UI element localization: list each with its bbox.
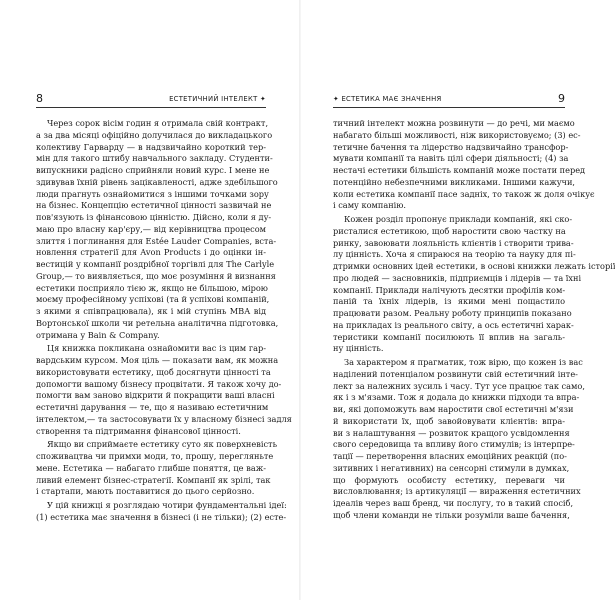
text-line: як і з м'язами. Тож я додала до книжки підходи та впра- bbox=[333, 392, 580, 403]
text-line: створення та підтримання фінансової цінності. bbox=[36, 425, 241, 436]
paragraph bbox=[36, 343, 292, 437]
text-line: отримана у Bain & Company. bbox=[36, 329, 160, 340]
right-page bbox=[300, 0, 615, 600]
text-line: свого середовища та впливу його стимулів; із інтерпре- bbox=[333, 439, 575, 450]
running-title: ЕСТЕТИЧНИЙ ІНТЕЛЕКТ ✦ bbox=[169, 95, 266, 103]
text-line: паній та їхніх лідерів, із якими мені пощастило bbox=[333, 296, 565, 307]
text-line: нестачі естетики більшість компаній може постати перед bbox=[333, 165, 586, 175]
text-line: люди прагнуть ознайомитися з іншими точками зору bbox=[36, 188, 269, 199]
text-line: мене. Естетика — набагато глибше поняття, це важ- bbox=[36, 462, 266, 473]
text-line: використовувати естетику, щоб досягнути цінності та bbox=[36, 366, 271, 377]
text-line: новлення стратегії для Avon Products і до оцінки ін- bbox=[36, 247, 266, 258]
text-line: Group,— то виявляється, що моє розуміння й визнання bbox=[36, 270, 276, 281]
text-line: лу цінність. Хоча я спираюся на теорію та науку для пі- bbox=[333, 249, 576, 260]
text-line: працювати разом. Реальну роботу принципів показано bbox=[333, 308, 572, 318]
text-line: тетичне бачення та лідерство надзвичайно трансфор- bbox=[333, 141, 569, 152]
text-line: допомогти вашому бізнесу процвітати. Я також хочу до- bbox=[36, 378, 282, 389]
text-line: колективу Гарварду — в надзвичайно короткий тер- bbox=[36, 141, 266, 152]
text-line: а за два місяці офіційно долучилася до викладацького bbox=[36, 129, 273, 140]
text-line: тичний інтелект можна розвинути — до речі, ми маємо bbox=[333, 118, 575, 128]
paragraph bbox=[36, 118, 279, 341]
text-line: ви, які допоможуть вам наростити свої естетичні м'язи bbox=[333, 404, 574, 414]
text-line: зитивних і негативних) на сенсорні стимули в думках, bbox=[333, 462, 570, 473]
paragraph bbox=[36, 439, 278, 498]
text-line: естетики посприяло тією ж, якщо не більшою, мірою bbox=[36, 282, 268, 293]
text-line: Якщо ви сприймаєте естетику суто як поверхневість bbox=[47, 439, 278, 450]
text-line: мувати компанії та навіть цілі сфери діяльності; (4) за bbox=[333, 153, 569, 164]
left-page bbox=[0, 0, 300, 600]
text-line: потенційно небезпечними викликами. Іншими кажучи, bbox=[333, 176, 576, 187]
right-page-header bbox=[333, 93, 565, 108]
text-line: вестицій у компанії роздрібної торгівлі для The Carlyle bbox=[36, 259, 275, 269]
text-line: Вортонської школи чи ретельна аналітична підготовка, bbox=[36, 317, 279, 328]
paragraph bbox=[36, 500, 287, 524]
text-line: ливий елемент бізнес-стратегії. Компанії як зрілі, так bbox=[36, 474, 271, 485]
text-line: ідеалів через ваш бренд, чи послугу, то в такий спосіб, bbox=[333, 498, 574, 508]
text-line: тації — перетворення власних емоційних реакцій (по- bbox=[333, 451, 567, 461]
text-line: компанії. Приклади налічують десятки профілів ком- bbox=[333, 284, 566, 295]
text-line: й використати їх, щоб завойовувати клієнтів: впра- bbox=[333, 415, 565, 426]
running-title: ✦ ЕСТЕТИКА МАЄ ЗНАЧЕННЯ bbox=[333, 95, 442, 103]
page-number: 9 bbox=[558, 92, 565, 105]
text-line: лект за належних зусиль і часу. Тут усе працює так само, bbox=[333, 380, 585, 391]
text-line: набагато більші можливості, ніж використовуємо; (3) ес- bbox=[333, 129, 581, 140]
text-line: щоб члени команди не тільки розуміли ваше бачення, bbox=[333, 509, 570, 520]
text-line: маю про власну кар'єру,— від керівництва процесом bbox=[36, 223, 266, 234]
paragraph bbox=[333, 357, 585, 522]
text-line: інтелектом,— та застосовувати їх у власному бізнесі задля bbox=[36, 413, 292, 424]
left-page-header bbox=[36, 93, 266, 108]
text-line: злиття і поглинання для Estée Lauder Companies, вста- bbox=[36, 235, 277, 246]
text-line: Через сорок вісім годин я отримала свій контракт, bbox=[47, 118, 269, 128]
paragraph bbox=[333, 118, 595, 212]
text-line: мін для такого штибу навчального закладу. Студенти- bbox=[36, 153, 273, 164]
text-line: і саму компанію. bbox=[333, 200, 407, 211]
text-line: наділений потенціалом розвинути свій естетичний інте- bbox=[333, 368, 578, 379]
text-line: (1) естетика має значення в бізнесі (і не тільки); (2) есте- bbox=[36, 511, 287, 522]
text-line: За характером я прагматик, тож вірю, що кожен із вас bbox=[344, 357, 583, 367]
text-line: дтримки основних ідей естетики, в основі книжки лежать історії bbox=[333, 261, 615, 271]
text-line: вардським курсом. Моя ціль — показати вам, як можна bbox=[36, 355, 279, 365]
paragraph bbox=[333, 214, 615, 355]
page-number: 8 bbox=[36, 92, 43, 105]
text-line: теристики компанії посилюють її вплив на загаль- bbox=[333, 331, 565, 342]
text-line: що формують особисту естетику, переваги чи bbox=[333, 474, 565, 485]
text-line: Кожен розділ пропонує приклади компаній, які ско- bbox=[344, 214, 573, 224]
text-line: споживацтва чи примхи моди, то, прошу, перегляньте bbox=[36, 451, 274, 461]
text-line: естетичні дарування — те, що я називаю естетичним bbox=[36, 402, 269, 412]
text-line: висловлювання; із артикуляції — вираження естетичних bbox=[333, 486, 581, 497]
text-line: пов'язують із фінансовою цінністю. Дійсно, коли я ду- bbox=[36, 212, 272, 222]
text-line: У цій книжці я розглядаю чотири фундаментальні ідеї: bbox=[47, 500, 287, 510]
text-line: на прикладах із реального світу, а ось естетичні харак- bbox=[333, 319, 574, 330]
text-line: здивував їхній рівень зацікавленості, адже здебільшого bbox=[36, 176, 278, 187]
right-page-body bbox=[333, 118, 615, 522]
text-line: з якими я співпрацювала), як і мій ступінь МВА від bbox=[36, 306, 266, 316]
text-line: на бізнес. Концепцію естетичної цінності зазвичай не bbox=[36, 200, 272, 211]
text-line: помогти вам заново відкрити й покращити ваші власні bbox=[36, 390, 275, 401]
text-line: коли естетика компанії пасе задніх, то також ж доля очікує bbox=[333, 188, 595, 199]
text-line: про людей — засновників, підприємців і лідерів — та їхні bbox=[333, 272, 582, 283]
text-line: Ця книжка покликана ознайомити вас із цим гар- bbox=[47, 343, 266, 354]
text-line: ристалися естетикою, щоб наростити свою частку на bbox=[333, 225, 566, 236]
text-line: ну цінність. bbox=[333, 343, 384, 354]
text-line: моєму професійному успіхові (та й успіхові компаній, bbox=[36, 294, 270, 305]
text-line: і стартапи, мають поставитися до цього серйозно. bbox=[36, 486, 255, 497]
text-line: ви з налаштування — розвиток кращого усвідомлення bbox=[333, 427, 570, 438]
text-line: випускники радісно сприйняли новий курс. І мене не bbox=[36, 165, 270, 175]
left-page-body bbox=[36, 118, 292, 524]
text-line: ринку, завоювати лояльність клієнтів і створити трива- bbox=[333, 237, 574, 248]
